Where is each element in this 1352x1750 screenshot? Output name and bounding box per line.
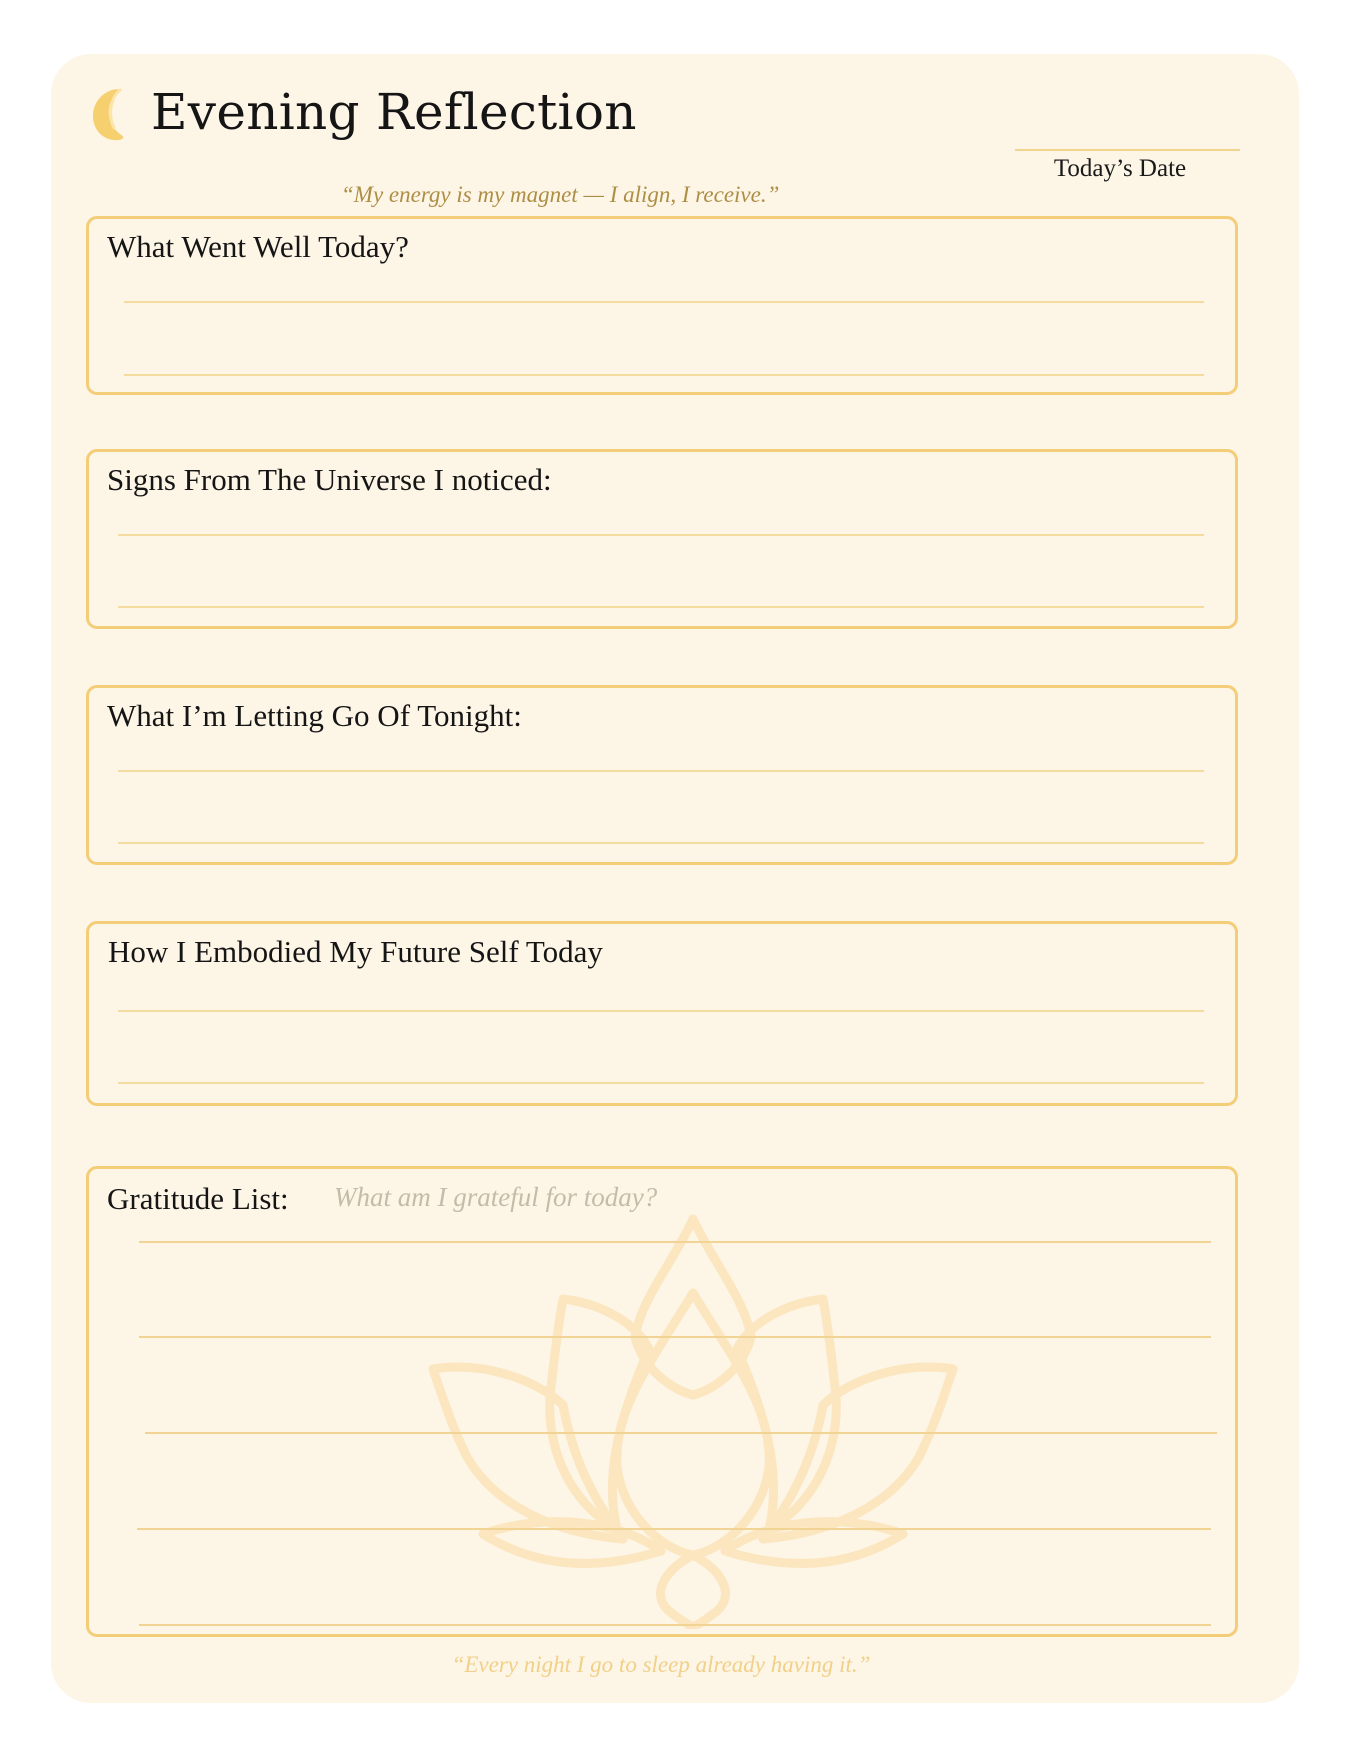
section-title: How I Embodied My Future Self Today [108, 934, 603, 969]
section-title: What Went Well Today? [107, 229, 409, 264]
section-title: Signs From The Universe I noticed: [107, 462, 552, 497]
writing-line[interactable] [118, 534, 1204, 536]
section-what-went-well [86, 216, 1238, 395]
page-title: Evening Reflection [151, 83, 637, 141]
writing-line[interactable] [118, 1082, 1204, 1084]
writing-line[interactable] [139, 1241, 1211, 1243]
writing-line[interactable] [145, 1432, 1217, 1434]
footer-quote: “Every night I go to sleep already having it.” [451, 1652, 871, 1677]
writing-line[interactable] [137, 1528, 1211, 1530]
writing-line[interactable] [118, 842, 1204, 844]
writing-line[interactable] [124, 301, 1204, 303]
writing-line[interactable] [118, 770, 1204, 772]
writing-line[interactable] [124, 374, 1204, 376]
section-letting-go [86, 685, 1238, 865]
writing-line[interactable] [118, 606, 1204, 608]
writing-line[interactable] [139, 1336, 1211, 1338]
gratitude-prompt: What am I grateful for today? [334, 1182, 658, 1212]
journal-page [51, 54, 1299, 1703]
section-title: What I’m Letting Go Of Tonight: [107, 698, 522, 733]
lotus-watermark-icon [423, 1209, 963, 1629]
section-gratitude-list [86, 1166, 1238, 1637]
writing-line[interactable] [118, 1010, 1204, 1012]
date-label: Today’s Date [1053, 155, 1187, 182]
writing-line[interactable] [139, 1624, 1211, 1626]
section-future-self [86, 921, 1238, 1106]
crescent-moon-icon [84, 86, 140, 142]
header-quote: “My energy is my magnet — I align, I receive.” [341, 182, 780, 207]
section-signs-universe [86, 449, 1238, 629]
section-title: Gratitude List: [107, 1181, 289, 1216]
date-field-line[interactable] [1015, 149, 1240, 151]
